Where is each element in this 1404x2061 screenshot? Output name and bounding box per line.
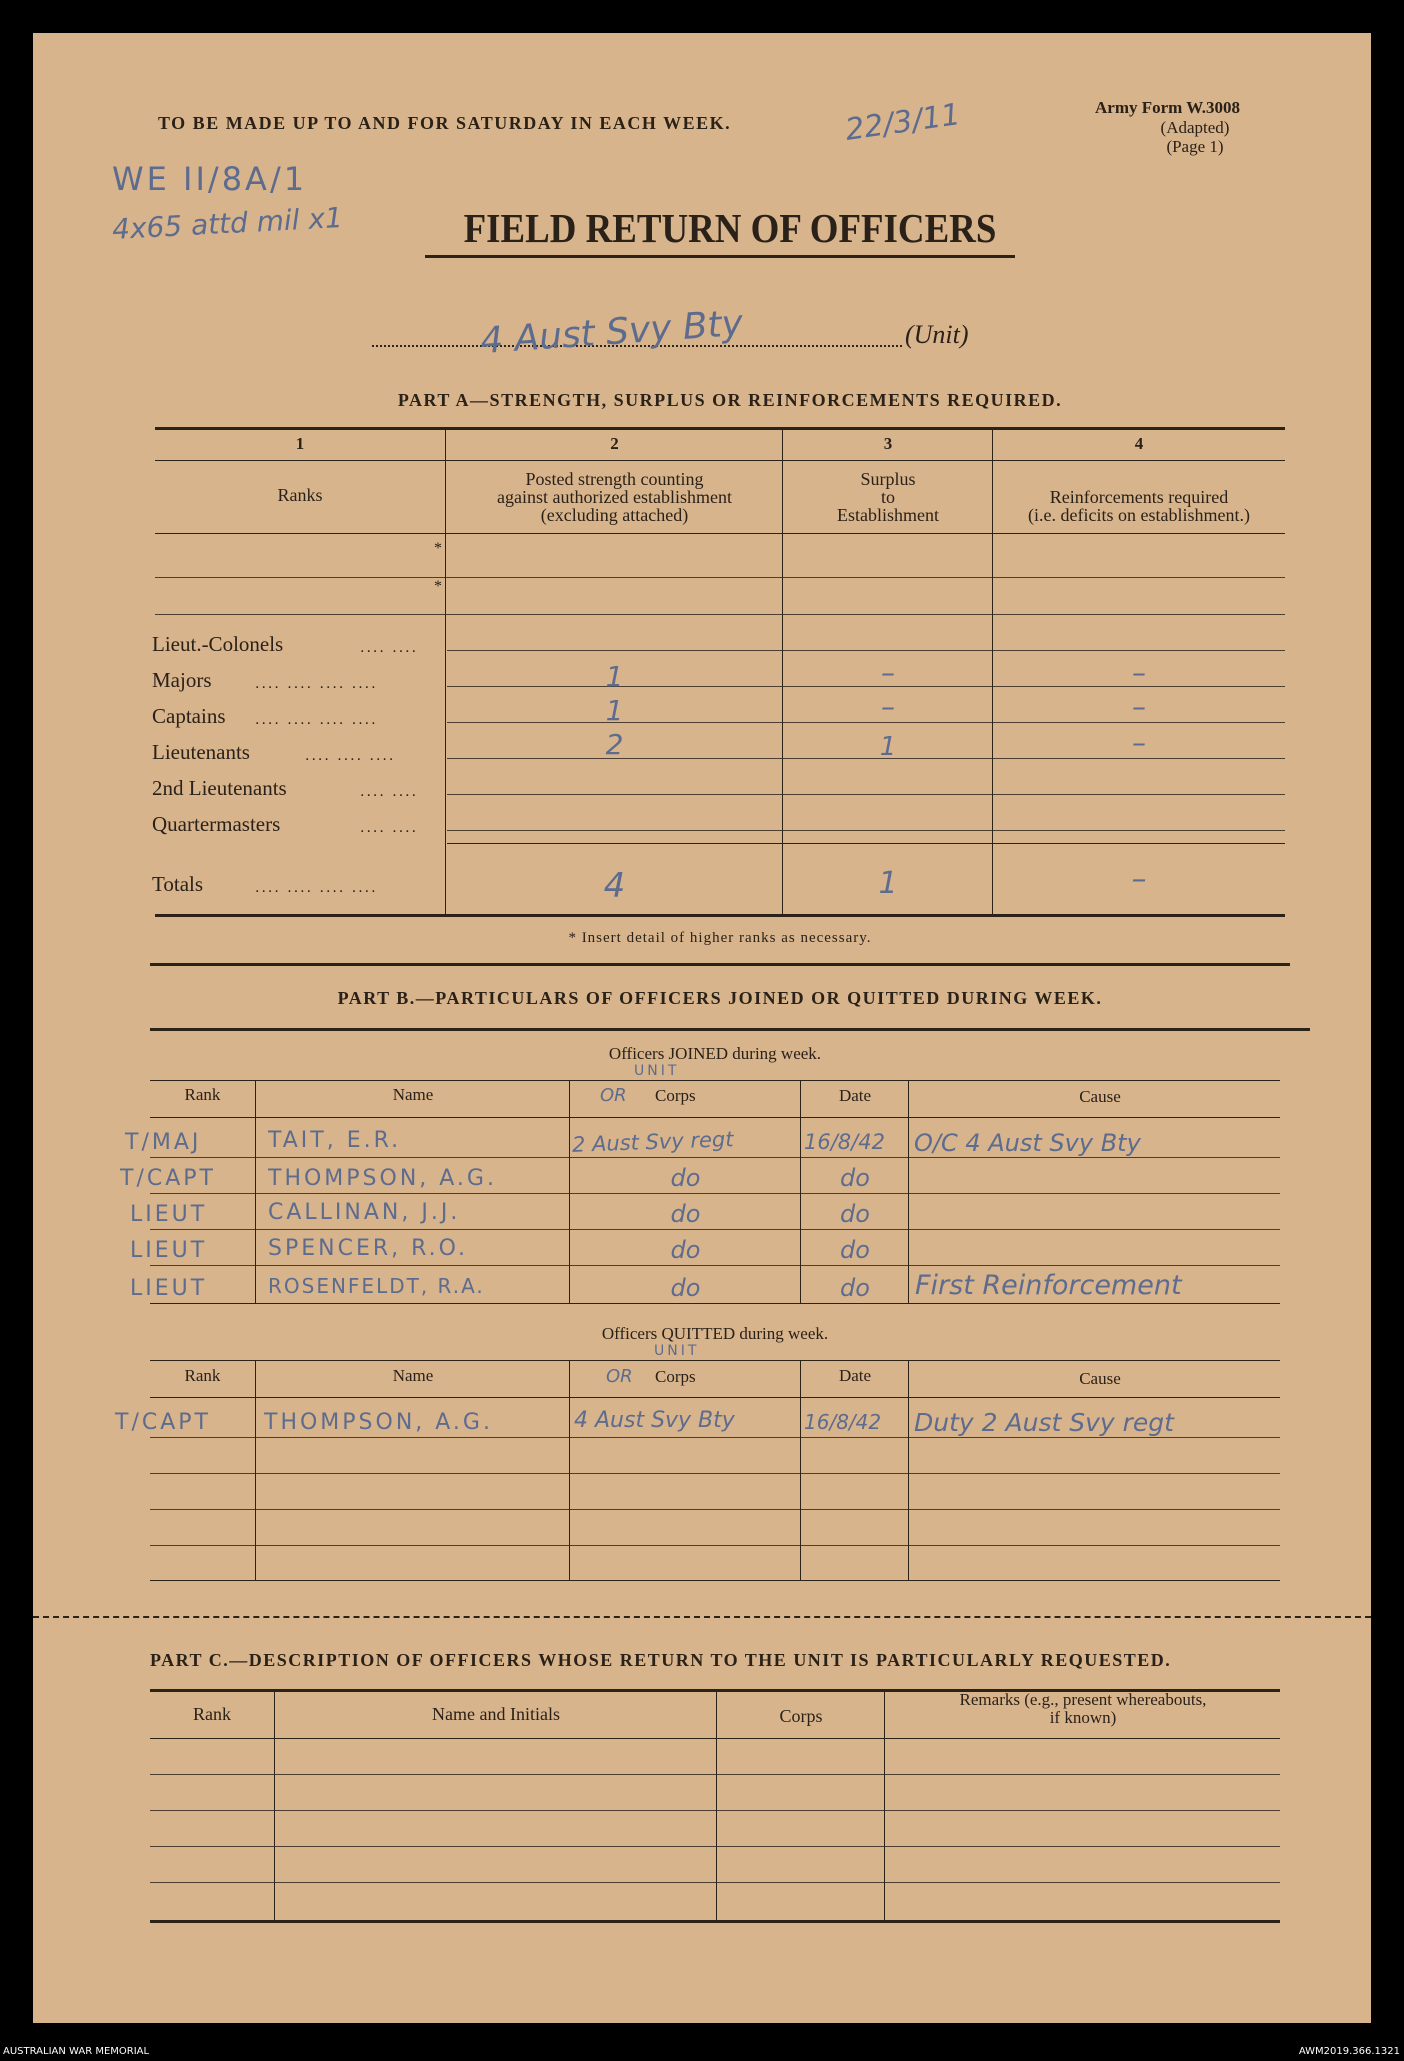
quitted-header-rule <box>150 1397 1280 1398</box>
col-number-2: 2 <box>610 434 619 453</box>
joined-corps: do <box>670 1164 701 1192</box>
quitted-row-rule <box>150 1437 1280 1438</box>
rank-label: Captains <box>152 704 226 728</box>
col-divider-3 <box>992 427 993 914</box>
joined-cause: O/C 4 Aust Svy Bty <box>914 1129 1141 1157</box>
row-rule <box>447 794 1285 795</box>
joined-row-rule <box>150 1157 1280 1158</box>
joined-divider-4 <box>908 1080 909 1303</box>
col-ranks-header: Ranks <box>277 485 323 505</box>
joined-divider-2 <box>569 1080 570 1303</box>
joined-rank: T/CAPT <box>120 1166 216 1191</box>
part-a-end-rule <box>150 963 1290 966</box>
quitted-row-rule <box>150 1509 1280 1510</box>
joined-name: SPENCER, R.O. <box>268 1236 469 1261</box>
form-number: Army Form W.3008 <box>1095 98 1240 117</box>
joined-col-date: Date <box>838 1086 872 1105</box>
lieutenants-surplus: 1 <box>879 732 897 762</box>
quitted-divider-4 <box>908 1360 909 1580</box>
quitted-top-rule <box>150 1360 1280 1361</box>
handwritten-date: 22/3/11 <box>843 97 963 148</box>
joined-name: THOMPSON, A.G. <box>268 1166 497 1191</box>
joined-date: do <box>840 1200 870 1228</box>
quitted-name: THOMPSON, A.G. <box>264 1410 493 1435</box>
form-page-number: (Page 1) <box>1166 137 1224 156</box>
col-divider-2 <box>782 427 783 914</box>
title-underline <box>425 255 1015 258</box>
col-number-4: 4 <box>1134 434 1144 453</box>
form-adapted: (Adapted) <box>1160 118 1230 137</box>
joined-date: do <box>840 1164 870 1192</box>
joined-rank: LIEUT <box>130 1202 208 1227</box>
joined-col-rank: Rank <box>184 1085 221 1104</box>
rank-label: Lieut.-Colonels <box>152 632 284 656</box>
captains-reinf: – <box>1132 690 1146 723</box>
joined-corps: do <box>670 1236 701 1264</box>
joined-date: do <box>840 1274 870 1302</box>
leader-dots: .... .... .... .... <box>255 676 378 692</box>
part-a-footnote: * Insert detail of higher ranks as necessary. <box>568 930 872 946</box>
part-c-row-rule <box>150 1846 1280 1847</box>
col3-header-line3: Establishment <box>837 505 939 525</box>
part-c-row-rule <box>150 1882 1280 1883</box>
joined-corps: 2 Aust Svy regt <box>571 1127 734 1157</box>
star-marker-2: * <box>434 578 442 595</box>
quitted-date: 16/8/42 <box>804 1410 882 1434</box>
joined-divider-3 <box>800 1080 801 1303</box>
unit-value: 4 Aust Svy Bty <box>478 302 745 363</box>
perforation-line <box>33 1616 1371 1618</box>
majors-surplus: – <box>881 656 895 689</box>
instruction-text: TO BE MADE UP TO AND FOR SATURDAY IN EACH WEEK. <box>158 113 732 133</box>
part-c-bottom-rule <box>150 1920 1280 1923</box>
rank-label: Majors <box>152 668 212 692</box>
quitted-cause: Duty 2 Aust Svy regt <box>914 1408 1174 1437</box>
handwritten-note-1: WE II/8A/1 <box>112 160 308 198</box>
col-number-3: 3 <box>883 434 893 453</box>
archive-credit: AUSTRALIAN WAR MEMORIAL <box>3 2046 150 2057</box>
majors-reinf: – <box>1132 656 1146 689</box>
quitted-col-rank: Rank <box>184 1366 221 1385</box>
majors-posted: 1 <box>605 660 624 693</box>
row-rule <box>447 650 1285 651</box>
lieutenants-reinf: – <box>1132 726 1146 759</box>
part-c-divider-2 <box>716 1689 717 1920</box>
quitted-corps: 4 Aust Svy Bty <box>574 1408 735 1433</box>
part-c-col-remarks-1: Remarks (e.g., present whereabouts, <box>959 1690 1207 1709</box>
joined-row-rule <box>150 1265 1280 1266</box>
lieutenants-posted: 2 <box>605 728 624 761</box>
leader-dots: .... .... <box>360 640 419 656</box>
col4-header-line2: (i.e. deficits on establishment.) <box>1028 505 1250 525</box>
joined-name: TAIT, E.R. <box>268 1128 402 1153</box>
header-bottom-rule <box>155 533 1285 534</box>
quitted-divider-2 <box>569 1360 570 1580</box>
star-row-rule-2 <box>155 614 1285 615</box>
unit-label: (Unit) <box>905 320 969 349</box>
totals-surplus: 1 <box>878 866 898 901</box>
joined-col-corps-insert: UNIT <box>634 1063 680 1079</box>
joined-row-rule <box>150 1229 1280 1230</box>
col-number-1: 1 <box>295 434 305 453</box>
quitted-row-rule <box>150 1545 1280 1546</box>
joined-divider-1 <box>255 1080 256 1303</box>
joined-name: CALLINAN, J.J. <box>268 1200 461 1225</box>
joined-rank: LIEUT <box>130 1276 208 1301</box>
joined-rank: T/MAJ <box>125 1130 202 1155</box>
captains-surplus: – <box>881 690 895 723</box>
part-c-row-rule <box>150 1774 1280 1775</box>
form-title: FIELD RETURN OF OFFICERS <box>463 205 997 251</box>
joined-heading: Officers JOINED during week. <box>608 1044 822 1063</box>
joined-top-rule <box>150 1080 1280 1081</box>
part-c-header-rule <box>150 1738 1280 1739</box>
part-a-heading: PART A—STRENGTH, SURPLUS OR REINFORCEMENTS REQUIRED. <box>397 390 1063 410</box>
row-rule <box>447 830 1285 831</box>
joined-corps: do <box>670 1200 701 1228</box>
col4-header-line1: Reinforcements required <box>1049 487 1229 507</box>
totals-reinf: – <box>1131 862 1147 897</box>
quitted-bottom-rule <box>150 1580 1280 1581</box>
joined-cause: First Reinforcement <box>915 1270 1182 1301</box>
part-b-top-rule <box>150 1028 1310 1031</box>
joined-col-name: Name <box>392 1085 434 1104</box>
col3-header-line2: to <box>880 487 895 507</box>
part-a-top-rule <box>155 427 1285 430</box>
quitted-rank: T/CAPT <box>115 1410 211 1435</box>
leader-dots: .... .... .... .... <box>255 712 378 728</box>
col-divider-1 <box>445 427 446 914</box>
star-row-rule-1 <box>155 577 1285 578</box>
rank-label: 2nd Lieutenants <box>152 776 287 800</box>
part-c-col-remarks-2: if known) <box>1049 1708 1117 1727</box>
quitted-col-corps-insert: UNIT <box>654 1343 700 1359</box>
joined-date: do <box>840 1236 870 1264</box>
handwritten-note-2: 4x65 attd mil x1 <box>111 200 344 247</box>
totals-posted: 4 <box>603 866 626 906</box>
joined-col-corps-prefix: OR <box>600 1085 627 1106</box>
star-marker-1: * <box>434 540 442 557</box>
joined-name: ROSENFELDT, R.A. <box>268 1274 485 1298</box>
part-b-heading: PART B.—PARTICULARS OF OFFICERS JOINED OR QUITTED DURING WEEK. <box>337 988 1103 1008</box>
col2-header-line3: (excluding attached) <box>540 505 689 525</box>
joined-col-cause: Cause <box>1079 1087 1121 1106</box>
leader-dots: .... .... <box>360 820 419 836</box>
quitted-col-date: Date <box>838 1366 872 1385</box>
joined-row-rule <box>150 1193 1280 1194</box>
rank-label: Lieutenants <box>152 740 250 764</box>
rank-label: Quartermasters <box>152 812 281 836</box>
quitted-heading: Officers QUITTED during week. <box>601 1324 829 1343</box>
part-c-row-rule <box>150 1810 1280 1811</box>
joined-bottom-rule <box>150 1303 1280 1304</box>
quitted-divider-3 <box>800 1360 801 1580</box>
joined-col-corps: Corps <box>655 1086 696 1105</box>
part-c-divider-1 <box>274 1689 275 1920</box>
col2-header-line2: against authorized establishment <box>497 487 732 507</box>
joined-header-rule <box>150 1117 1280 1118</box>
totals-top-rule <box>447 843 1285 844</box>
quitted-col-name: Name <box>392 1366 434 1385</box>
joined-rank: LIEUT <box>130 1238 208 1263</box>
leader-dots: .... .... .... .... <box>255 880 378 896</box>
quitted-col-cause: Cause <box>1079 1369 1121 1388</box>
col2-header-line1: Posted strength counting <box>525 469 704 489</box>
col-number-rule <box>155 460 1285 461</box>
quitted-row-rule <box>150 1473 1280 1474</box>
part-a-bottom-rule <box>155 914 1285 917</box>
leader-dots: .... .... <box>360 784 419 800</box>
part-c-col-name: Name and Initials <box>432 1704 560 1724</box>
joined-date: 16/8/42 <box>804 1130 885 1154</box>
quitted-divider-1 <box>255 1360 256 1580</box>
part-c-col-rank: Rank <box>193 1704 231 1724</box>
quitted-col-corps: Corps <box>655 1367 696 1386</box>
joined-corps: do <box>670 1274 701 1302</box>
part-c-col-corps: Corps <box>779 1706 823 1726</box>
leader-dots: .... .... .... <box>305 748 396 764</box>
col3-header-line1: Surplus <box>860 469 916 489</box>
part-c-divider-3 <box>884 1689 885 1920</box>
archive-reference: AWM2019.366.1321 <box>1298 2046 1400 2057</box>
part-c-heading: PART C.—DESCRIPTION OF OFFICERS WHOSE RETURN TO THE UNIT IS PARTICULARLY REQUESTED. <box>150 1650 1172 1670</box>
captains-posted: 1 <box>605 694 624 727</box>
quitted-col-corps-prefix: OR <box>606 1366 633 1387</box>
totals-label: Totals <box>152 872 204 896</box>
